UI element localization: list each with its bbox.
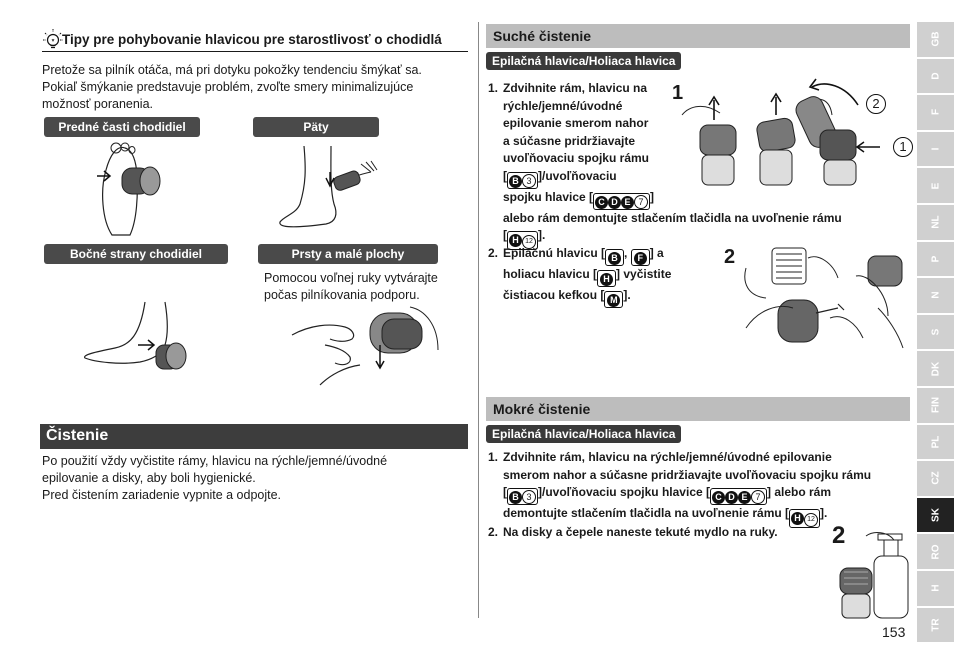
toes-line: počas pilníkovania podporu. <box>264 288 420 302</box>
tips-heading <box>42 28 468 52</box>
lang-tab-label: FIN <box>930 397 941 414</box>
column-divider <box>478 22 479 618</box>
lang-tab-label: S <box>930 328 941 336</box>
lang-tab-ro[interactable] <box>917 534 954 570</box>
ref-number-12: 12 <box>804 513 818 527</box>
lang-tab-label: D <box>930 72 941 80</box>
foot-side-illustration <box>80 300 200 380</box>
dry-step-1-illustration <box>680 75 912 187</box>
lang-tab-sk[interactable] <box>917 498 954 534</box>
lang-tab-e[interactable] <box>917 168 954 204</box>
lang-tab-label: F <box>930 109 941 116</box>
dry-step-1-line: alebo rám demontujte stlačením tlačidla na uvoľnenie rámu <box>503 210 842 225</box>
lang-tab-gb[interactable] <box>917 22 954 58</box>
lang-tab-label: P <box>930 255 941 263</box>
lang-tab-label: TR <box>930 618 941 632</box>
wet-step-1-line <box>503 484 913 505</box>
text-fragment: , <box>624 246 631 260</box>
ref-letter-d: D <box>608 196 621 209</box>
toes-line: Pomocou voľnej ruky vytvárajte <box>264 271 438 285</box>
dry-step-2-line <box>503 266 718 287</box>
text-fragment: ]. <box>820 506 828 520</box>
lang-tab-label: GB <box>930 31 941 47</box>
lang-tab-label: I <box>930 147 941 151</box>
ref-box <box>604 291 623 308</box>
lang-tab-label: CZ <box>930 471 941 486</box>
text-fragment: demontujte stlačením tlačidla na uvoľnenie rámu [ <box>503 506 790 520</box>
lang-tab-pl[interactable] <box>917 425 954 461</box>
text-fragment: Epilačnú hlavicu [ <box>503 246 606 260</box>
dry-figure-2-number: 2 <box>724 246 736 268</box>
dry-step-2-body <box>503 245 718 308</box>
lang-tab-f[interactable] <box>917 95 954 131</box>
ref-number-3: 3 <box>522 490 536 504</box>
callout-2 <box>866 94 886 114</box>
ref-letter-h: H <box>509 234 522 247</box>
ref-letter-b: B <box>509 175 522 188</box>
wet-cleaning-heading <box>486 397 910 421</box>
foot-front-illustration <box>92 140 170 240</box>
callout-1 <box>893 137 913 157</box>
cleaning-heading <box>40 424 468 449</box>
ref-box <box>507 172 538 189</box>
dry-step-1-line: a súčasne pridržiavajte <box>503 133 636 148</box>
lang-tab-fin[interactable] <box>917 388 954 424</box>
callout-2-label: 2 <box>872 96 880 111</box>
label-heels: Päty <box>253 117 379 137</box>
toes-illustration <box>290 305 440 387</box>
cleaning-line: Pred čistením zariadenie vypnite a odpojte. <box>42 488 282 502</box>
ref-letter-h: H <box>600 273 613 286</box>
text-fragment: ]. <box>538 228 546 242</box>
label-front: Predné časti chodidiel <box>44 117 200 137</box>
text-fragment: spojku hlavice [ <box>503 189 594 204</box>
text-fragment: čistiacou kefkou [ <box>503 288 605 302</box>
ref-box <box>631 249 650 266</box>
lang-tab-tr[interactable] <box>917 608 954 644</box>
ref-letter-h: H <box>791 512 804 525</box>
text-fragment: ]. <box>623 288 631 302</box>
text-fragment: ]/uvoľňovaciu <box>538 168 617 183</box>
text-fragment: ] alebo rám <box>767 485 832 499</box>
lang-tab-n[interactable] <box>917 278 954 314</box>
tips-line: možnosť poranenia. <box>42 97 154 111</box>
text-fragment: [ <box>503 168 507 183</box>
wet-step-1-num: 1. <box>488 450 499 464</box>
ref-box <box>507 488 538 505</box>
ref-letter-b: B <box>608 252 621 265</box>
tips-text <box>42 62 468 113</box>
ref-letter-m: M <box>607 294 620 307</box>
page-number: 153 <box>882 624 906 640</box>
text-fragment: ] a <box>649 246 664 260</box>
wet-subtitle: Epilačná hlavica/Holiaca hlavica <box>486 425 681 443</box>
ref-letter-c: C <box>712 491 725 504</box>
dry-step-1-line: Zdvihnite rám, hlavicu na <box>503 81 648 95</box>
ref-number-7: 7 <box>634 195 648 209</box>
dry-step-1-line: uvoľňovaciu spojku rámu <box>503 151 649 165</box>
dry-step-1-line: rýchle/jemné/úvodné <box>503 98 623 113</box>
wet-title: Mokré čistenie <box>493 401 591 417</box>
lang-tab-cz[interactable] <box>917 461 954 497</box>
ref-letter-e: E <box>738 491 751 504</box>
ref-letter-e: E <box>621 196 634 209</box>
ref-box <box>789 509 820 528</box>
wet-step-1-line: smerom nahor a súčasne pridržiavajte uvoľňovaciu spojku rámu <box>503 467 872 482</box>
label-sides: Bočné strany chodidiel <box>44 244 228 264</box>
cleaning-line: epilovanie a disky, aby boli hygienické. <box>42 471 256 485</box>
ref-letter-f: F <box>634 252 647 265</box>
lang-tab-dk[interactable] <box>917 351 954 387</box>
wet-figure-2-number: 2 <box>832 522 846 549</box>
text-fragment: ] vyčistite <box>616 267 672 281</box>
wet-step-2-num: 2. <box>488 525 499 539</box>
text-fragment: ]/uvoľňovaciu spojku hlavice [ <box>538 485 710 499</box>
tips-rule <box>42 51 468 52</box>
heel-illustration <box>276 144 386 234</box>
ref-box <box>605 249 624 266</box>
lang-tab-label: H <box>930 584 941 592</box>
lang-tab-h[interactable] <box>917 571 954 607</box>
ref-letter-b: B <box>509 491 522 504</box>
dry-step-2-line <box>503 245 718 266</box>
lang-tab-nl[interactable] <box>917 205 954 241</box>
ref-box <box>710 488 767 505</box>
lang-tab-label: RO <box>930 544 941 560</box>
toes-text <box>264 270 464 304</box>
dry-step-1-line: epilovanie smerom nahor <box>503 116 649 130</box>
lang-tab-s[interactable] <box>917 315 954 351</box>
lang-tab-label: DK <box>930 361 941 376</box>
dry-step-1-line <box>503 189 903 210</box>
text-fragment: [ <box>503 228 507 242</box>
wet-step-1-body <box>503 449 913 528</box>
lang-tab-p[interactable] <box>917 242 954 278</box>
lang-tab-label: N <box>930 291 941 300</box>
cleaning-title: Čistenie <box>46 427 109 444</box>
ref-box <box>593 193 650 210</box>
text-fragment: [ <box>503 485 507 499</box>
dry-step-2-illustration <box>738 238 910 360</box>
ref-box <box>597 270 616 287</box>
lang-tab-i[interactable] <box>917 132 954 168</box>
ref-letter-d: D <box>725 491 738 504</box>
dry-step-1-num: 1. <box>488 81 499 95</box>
dry-title: Suché čistenie <box>493 28 592 44</box>
lightbulb-icon <box>42 28 64 50</box>
cleaning-line: Po použití vždy vyčistite rámy, hlavicu na rýchle/jemné/úvodné <box>42 454 388 468</box>
cleaning-text <box>42 453 468 504</box>
callout-1-label: 1 <box>899 139 907 154</box>
dry-subtitle-pill <box>486 52 681 70</box>
lang-tab-label: E <box>930 182 941 190</box>
lang-tab-label: NL <box>930 215 941 229</box>
dry-subtitle: Epilačná hlavica/Holiaca hlavica <box>486 52 681 70</box>
text-fragment: ] <box>650 189 655 204</box>
wet-subtitle-pill <box>486 425 681 443</box>
ref-number-7: 7 <box>751 490 765 504</box>
ref-number-12: 12 <box>522 235 536 249</box>
lang-tab-label: PL <box>930 435 941 449</box>
dry-step-2-num: 2. <box>488 246 499 260</box>
lang-tab-label: SK <box>930 508 941 523</box>
ref-number-3: 3 <box>522 174 536 188</box>
label-toes: Prsty a malé plochy <box>258 244 438 264</box>
lang-tab-d[interactable] <box>917 59 954 95</box>
dry-figure-1-number: 1 <box>672 82 684 104</box>
wet-step-1-line: Zdvihnite rám, hlavicu na rýchle/jemné/úvodné epilovanie <box>503 450 832 464</box>
dry-cleaning-heading <box>486 24 910 48</box>
wet-step-2-text: Na disky a čepele naneste tekuté mydlo na ruky. <box>503 525 778 539</box>
dry-step-2-line <box>503 287 718 308</box>
tips-title: Tipy pre pohybovanie hlavicou pre starostlivosť o chodidlá <box>62 32 442 47</box>
ref-letter-c: C <box>595 196 608 209</box>
tips-line: Pokiaľ šmýkanie predstavuje problém, zvoľte smery minimalizujúce <box>42 80 414 94</box>
wet-step-2-illustration <box>836 528 910 620</box>
text-fragment: holiacu hlavicu [ <box>503 267 598 281</box>
tips-line: Pretože sa pilník otáča, má pri dotyku pokožky tendenciu šmýkať sa. <box>42 63 422 77</box>
